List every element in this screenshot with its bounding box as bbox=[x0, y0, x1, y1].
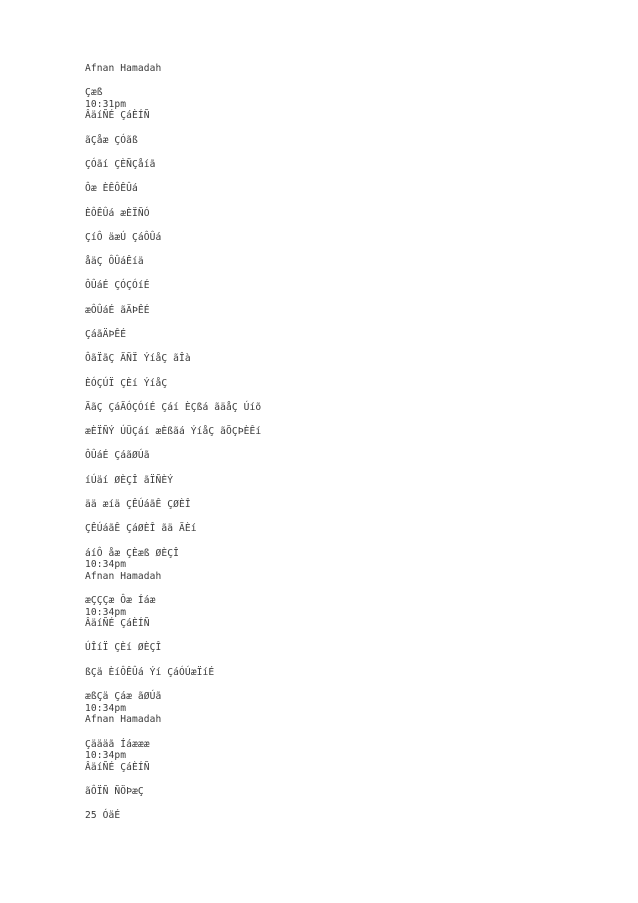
text-line: Afnan Hamadah bbox=[85, 63, 162, 74]
text-line: 10:34pm bbox=[85, 559, 127, 571]
chat-message-block bbox=[85, 667, 605, 679]
text-line: ßÇä ÈíÔÊÛá Ýí ÇáÓÚæÏíÉ bbox=[85, 666, 215, 678]
text-line: ÈÓÇÚÏ ÇÈí ÝíåÇ bbox=[85, 377, 168, 389]
text-line: 10:34pm bbox=[85, 750, 127, 762]
chat-message-block bbox=[85, 87, 605, 122]
text-line: Çäääã Íáæææ bbox=[85, 738, 150, 750]
chat-message-block bbox=[85, 642, 605, 654]
text-line: ãÇåæ ÇÓãß bbox=[85, 134, 138, 146]
text-line: Afnan Hamadah bbox=[85, 714, 162, 726]
text-line: ÔãÏãÇ ÃÑÏ ÝíåÇ ãÎà bbox=[85, 353, 191, 365]
chat-message-block bbox=[85, 786, 605, 798]
chat-message-block bbox=[85, 810, 605, 822]
chat-message-block bbox=[85, 280, 605, 292]
chat-message-block bbox=[85, 353, 605, 365]
text-line: ÔÛáÉ ÇÓÇÓíÉ bbox=[85, 280, 150, 292]
chat-message-block bbox=[85, 63, 605, 75]
text-line: åäÇ ÔÛáÊíä bbox=[85, 256, 144, 268]
text-line: 10:31pm bbox=[85, 98, 127, 110]
chat-message-block bbox=[85, 739, 605, 774]
chat-message-block bbox=[85, 329, 605, 341]
chat-message-block bbox=[85, 208, 605, 220]
chat-message-block bbox=[85, 135, 605, 147]
text-line: íÚäí ØÈÇÎ ãÏÑÈÝ bbox=[85, 474, 174, 486]
text-line: Çæß bbox=[85, 87, 103, 99]
text-line: ÃãÇ ÇáÃÓÇÓíÉ Çáí ÈÇßá ãäåÇ Úíõ bbox=[85, 401, 262, 413]
chat-message-block bbox=[85, 159, 605, 171]
text-line: ãÔÏÑ ÑÖÞæÇ bbox=[85, 785, 144, 797]
text-line: áíÔ åæ ÇÈæß ØÈÇÎ bbox=[85, 547, 180, 559]
chat-message-block bbox=[85, 691, 605, 726]
text-line: ÇáãÄÞÊÉ bbox=[85, 329, 127, 340]
text-line: 25 ÓäÉ bbox=[85, 810, 121, 822]
chat-message-block bbox=[85, 523, 605, 535]
chat-message-block bbox=[85, 548, 605, 583]
chat-message-block bbox=[85, 450, 605, 462]
text-line: ÈÔÊÛá æÈÏÑÓ bbox=[85, 207, 150, 219]
chat-message-block bbox=[85, 402, 605, 414]
chat-message-block bbox=[85, 475, 605, 487]
text-line: ÂäíÑÉ ÇáÈÍÑ bbox=[85, 761, 150, 773]
text-line: ÇÓãí ÇÈÑÇåíã bbox=[85, 159, 156, 171]
chat-message-block bbox=[85, 183, 605, 195]
text-line: æÔÛáÉ ãÄÞÊÉ bbox=[85, 304, 150, 316]
text-line: ÂäíÑÉ ÇáÈÍÑ bbox=[85, 110, 150, 122]
text-line: ää æíä ÇÊÚáãÊ ÇØÈÎ bbox=[85, 498, 191, 510]
chat-message-block bbox=[85, 378, 605, 390]
chat-message-block bbox=[85, 232, 605, 244]
text-line: 10:34pm bbox=[85, 606, 127, 618]
text-line: æßÇä Çáæ ãØÚã bbox=[85, 691, 162, 703]
chat-message-block bbox=[85, 595, 605, 630]
chat-message-block bbox=[85, 305, 605, 317]
text-line: ÚÎíÏ ÇÈí ØÈÇÎ bbox=[85, 642, 162, 654]
chat-message-block bbox=[85, 426, 605, 438]
text-line: ÇÊÚáãÊ ÇáØÈÎ ãä ÃÈí bbox=[85, 523, 197, 535]
text-line: ÂäíÑÉ ÇáÈÍÑ bbox=[85, 618, 150, 630]
text-line: Ôæ ÈÊÔÊÛá bbox=[85, 183, 138, 195]
chat-message-block bbox=[85, 256, 605, 268]
chat-message-block bbox=[85, 499, 605, 511]
text-line: 10:34pm bbox=[85, 702, 127, 714]
document-body bbox=[85, 63, 605, 835]
text-line: ÔÛáÉ ÇáãØÚã bbox=[85, 450, 150, 462]
text-line: Afnan Hamadah bbox=[85, 570, 162, 582]
text-line: æÇÇÇæ Ôæ Íáæ bbox=[85, 595, 156, 606]
text-line: ÇíÔ äæÚ ÇáÔÛá bbox=[85, 231, 162, 243]
text-line: æÈÏÑÝ ÚÜÇáí æÈßãá ÝíåÇ ãÕÇÞÈÊí bbox=[85, 426, 262, 438]
